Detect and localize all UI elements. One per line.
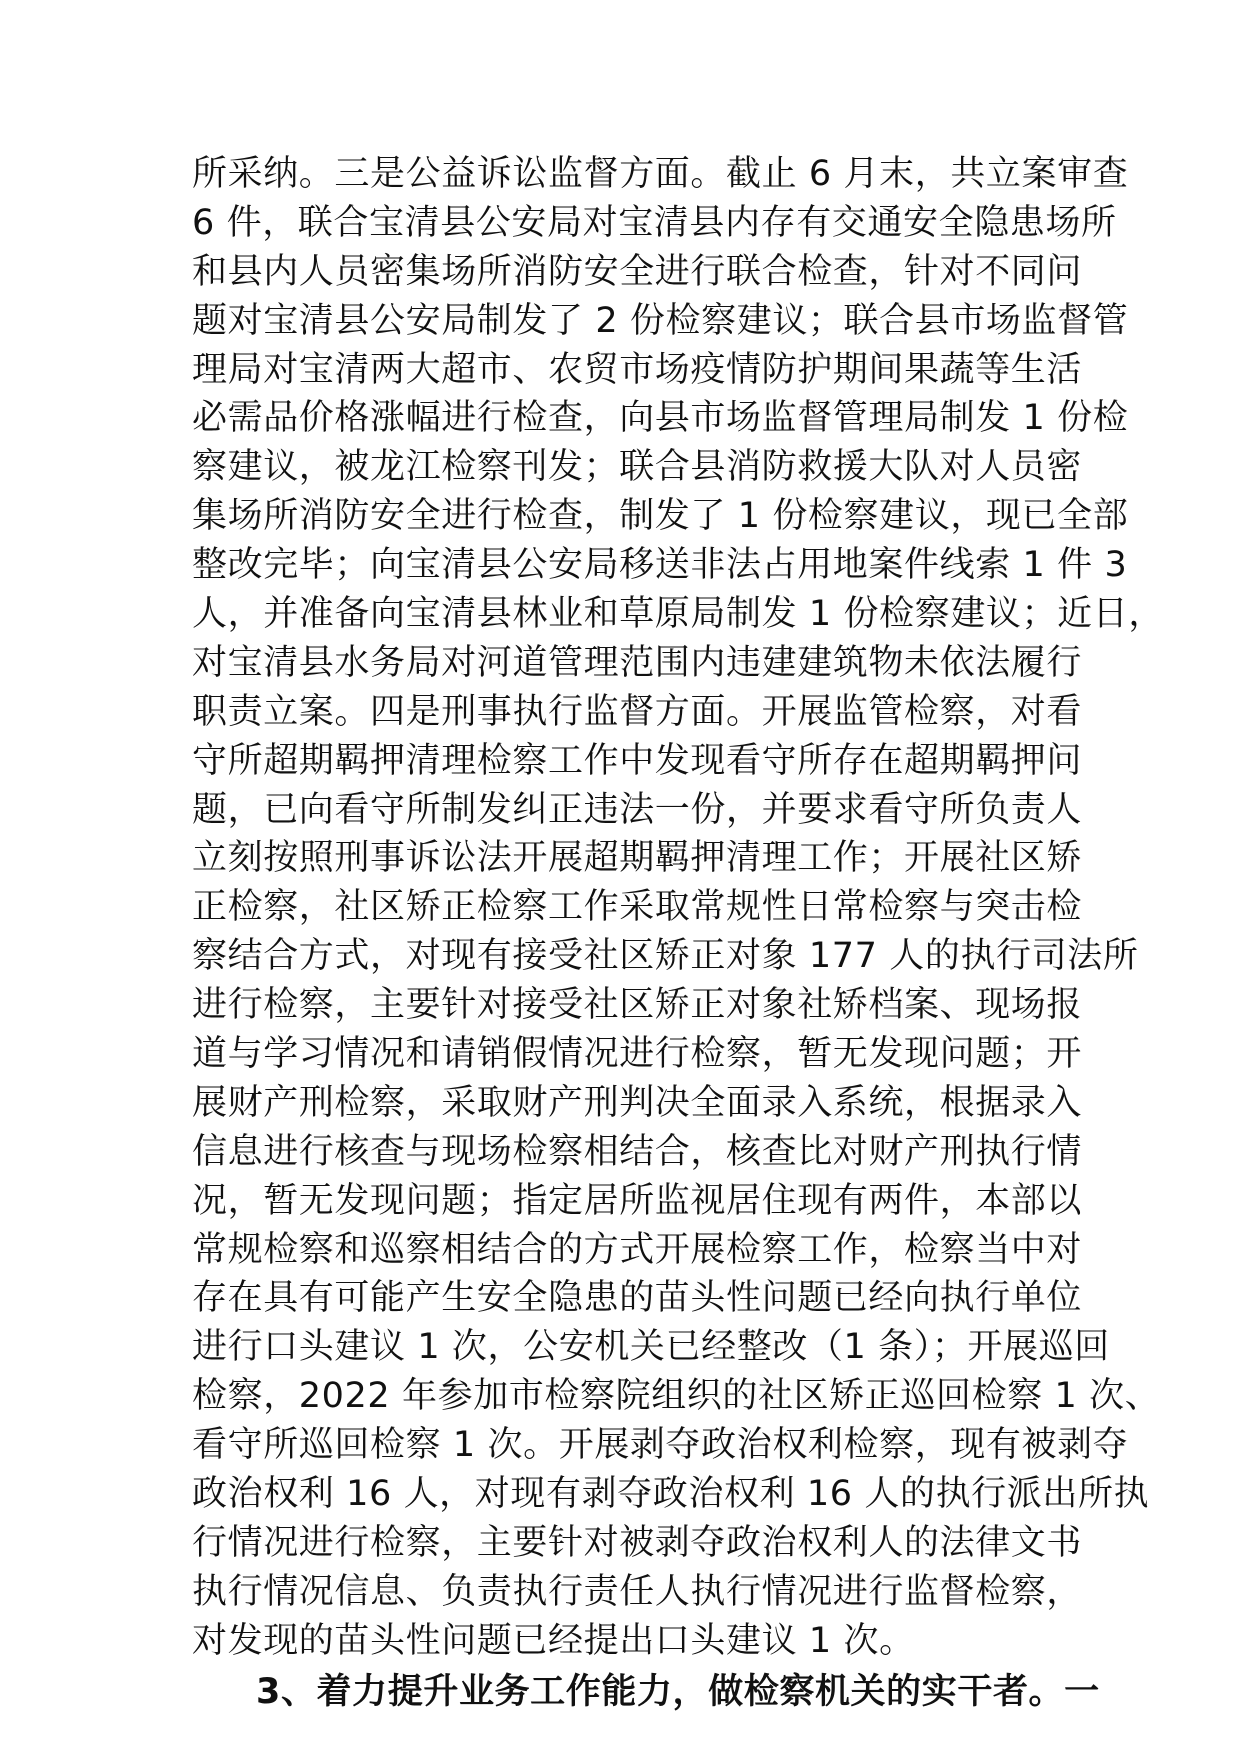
text-line: 展财产刑检察，采取财产刑判决全面录入系统，根据录入	[192, 1082, 1083, 1123]
text-line: 题，已向看守所制发纠正违法一份，并要求看守所负责人	[192, 789, 1083, 830]
text-line: 道与学习情况和请销假情况进行检察，暂无发现问题；开	[192, 1034, 1083, 1075]
text-line: 常规检察和巡察相结合的方式开展检察工作，检察当中对	[192, 1229, 1083, 1270]
text-line: 进行检察，主要针对接受社区矫正对象社矫档案、现场报	[192, 985, 1083, 1026]
text-line: 题对宝清县公安局制发了 2 份检察建议；联合县市场监督管	[192, 300, 1129, 341]
text-line: 集场所消防安全进行检查，制发了 1 份检察建议，现已全部	[192, 496, 1129, 537]
text-line: 察建议，被龙江检察刊发；联合县消防救援大队对人员密	[192, 447, 1083, 488]
text-line: 察结合方式，对现有接受社区矫正对象 177 人的执行司法所	[192, 936, 1139, 977]
section-heading: 3、着力提升业务工作能力，做检察机关的实干者。一	[256, 1671, 1100, 1712]
text-line: 理局对宝清两大超市、农贸市场疫情防护期间果蔬等生活	[192, 349, 1083, 390]
text-line: 立刻按照刑事诉讼法开展超期羁押清理工作；开展社区矫	[192, 838, 1083, 879]
text-line: 存在具有可能产生安全隐患的苗头性问题已经向执行单位	[192, 1278, 1083, 1319]
text-line: 6 件，联合宝清县公安局对宝清县内存有交通安全隐患场所	[192, 202, 1117, 243]
text-line: 对发现的苗头性问题已经提出口头建议 1 次。	[192, 1620, 915, 1661]
text-line: 对宝清县水务局对河道管理范围内违建建筑物未依法履行	[192, 642, 1083, 683]
text-line: 执行情况信息、负责执行责任人执行情况进行监督检察，	[192, 1571, 1083, 1612]
text-line: 正检察，社区矫正检察工作采取常规性日常检察与突击检	[192, 887, 1083, 928]
text-line: 检察，2022 年参加市检察院组织的社区矫正巡回检察 1 次、	[192, 1376, 1161, 1417]
text-line: 必需品价格涨幅进行检查，向县市场监督管理局制发 1 份检	[192, 398, 1129, 439]
text-line: 整改完毕；向宝清县公安局移送非法占用地案件线索 1 件 3	[192, 545, 1128, 586]
text-line: 进行口头建议 1 次，公安机关已经整改（1 条）；开展巡回	[192, 1327, 1110, 1368]
text-line: 守所超期羁押清理检察工作中发现看守所存在超期羁押问	[192, 740, 1083, 781]
text-line: 政治权利 16 人，对现有剥夺政治权利 16 人的执行派出所执	[192, 1474, 1150, 1515]
text-line: 和县内人员密集场所消防安全进行联合检查，针对不同问	[192, 251, 1083, 292]
text-line: 行情况进行检察，主要针对被剥夺政治权利人的法律文书	[192, 1522, 1083, 1563]
text-line: 况，暂无发现问题；指定居所监视居住现有两件，本部以	[192, 1180, 1083, 1221]
text-line: 信息进行核查与现场检察相结合，核查比对财产刑执行情	[192, 1131, 1083, 1172]
body-text	[192, 150, 1164, 1717]
text-line: 人，并准备向宝清县林业和草原局制发 1 份检察建议；近日，	[192, 594, 1164, 635]
text-line: 职责立案。四是刑事执行监督方面。开展监管检察，对看	[192, 691, 1083, 732]
text-line: 所采纳。三是公益诉讼监督方面。截止 6 月末，共立案审查	[192, 154, 1129, 194]
text-line: 看守所巡回检察 1 次。开展剥夺政治权利检察，现有被剥夺	[192, 1425, 1129, 1466]
